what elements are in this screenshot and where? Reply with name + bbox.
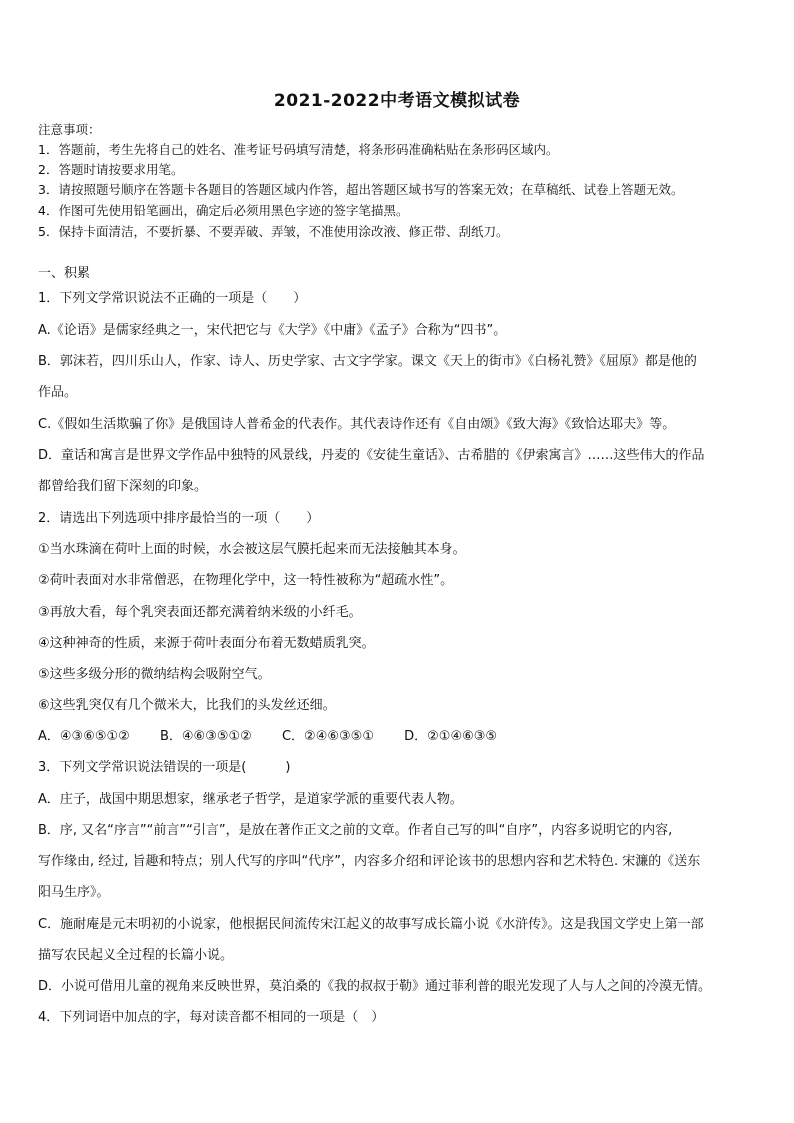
- page-title: 2021-2022中考语文模拟试卷: [273, 91, 521, 111]
- sentence-line: ④这种神奇的性质，来源于荷叶表面分布着无数蜡质乳突。: [38, 636, 375, 651]
- option-line: 阳马生序》。: [38, 885, 110, 900]
- question-stem: 4．下列词语中加点的字，每对读音都不相同的一项是（ ）: [38, 1010, 385, 1025]
- options-row: [38, 728, 762, 746]
- sentence-line: ⑤这些多级分形的微纳结构会吸附空气。: [38, 667, 271, 682]
- sentence-line: ①当水珠滴在荷叶上面的时候，水会被这层气膜托起来而无法接触其本身。: [38, 542, 466, 557]
- notice-item: 3．请按照题号顺序在答题卡各题目的答题区域内作答，超出答题区域书写的答案无效；在草稿纸、试卷上答题无效。: [38, 182, 684, 197]
- option-line: 描写农民起义全过程的长篇小说。: [38, 948, 234, 963]
- option-b: B．④⑥③⑤①②: [159, 729, 252, 744]
- option-line: C．施耐庵是元末明初的小说家，他根据民间流传宋江起义的故事写成长篇小说《水浒传》。这是我国文学史上第一部: [38, 917, 704, 932]
- option-line: 作品。: [38, 385, 78, 400]
- option-line: C.《假如生活欺骗了你》是俄国诗人普希金的代表作。其代表诗作还有《自由颂》《致大海》《致恰达耶夫》等。: [38, 417, 676, 432]
- question-stem: 2．请选出下列选项中排序最恰当的一项（ ）: [38, 511, 320, 526]
- section-heading: 一、积累: [38, 266, 91, 281]
- sentence-line: ⑥这些乳突仅有几个微米大，比我们的头发丝还细。: [38, 698, 336, 713]
- option-line: D．小说可借用儿童的视角来反映世界，莫泊桑的《我的叔叔于勒》通过菲利普的眼光发现了人与人之间的冷漠无情。: [38, 979, 712, 994]
- notice-item: 2．答题时请按要求用笔。: [38, 162, 184, 177]
- notice-item: 5．保持卡面清洁，不要折暴、不要弄破、弄皱，不准使用涂改液、修正带、刮纸刀。: [38, 224, 509, 239]
- option-line: A.《论语》是儒家经典之一，宋代把它与《大学》《中庸》《孟子》合称为“四书”。: [38, 323, 507, 338]
- option-d: D．②①④⑥③⑤: [404, 729, 498, 744]
- question-stem: 1．下列文学常识说法不正确的一项是（ ）: [38, 291, 307, 306]
- option-line: B．郭沫若，四川乐山人，作家、诗人、历史学家、古文字学家。课文《天上的街市》《白杨礼赞》《屈原》都是他的: [38, 354, 697, 369]
- option-line: B．序, 又名“序言”“前言”“引言”，是放在著作正文之前的文章。作者自己写的叫“自序”，内容多说明它的内容,: [38, 823, 673, 838]
- option-line: 写作缘由, 经过, 旨趣和特点；别人代写的序叫“代序”，内容多介绍和评论该书的思想内容和艺术特色. 宋濂的《送东: [38, 854, 701, 869]
- option-line: A．庄子，战国中期思想家，继承老子哲学，是道家学派的重要代表人物。: [38, 792, 463, 807]
- option-c: C．②④⑥③⑤①: [281, 729, 374, 744]
- option-line: 都曾给我们留下深刻的印象。: [38, 479, 208, 494]
- notice-item: 4．作图可先使用铅笔画出，确定后必须用黑色字迹的签字笔描黑。: [38, 203, 409, 218]
- sentence-line: ③再放大看，每个乳突表面还都充满着纳米级的小纤毛。: [38, 605, 362, 620]
- sentence-line: ②荷叶表面对水非常僧恶，在物理化学中，这一特性被称为“超疏水性”。: [38, 573, 454, 588]
- question-stem: 3．下列文学常识说法错误的一项是( ): [38, 760, 291, 775]
- option-line: D．童话和寓言是世界文学作品中独特的风景线，丹麦的《安徒生童话》、古希腊的《伊索寓言》……这些伟大的作品: [38, 448, 705, 463]
- notice-heading: 注意事项：: [38, 122, 101, 137]
- notice-item: 1．答题前，考生先将自己的姓名、准考证号码填写清楚，将条形码准确粘贴在条形码区域内。: [38, 142, 559, 157]
- option-a: A．④③⑥⑤①②: [38, 729, 130, 744]
